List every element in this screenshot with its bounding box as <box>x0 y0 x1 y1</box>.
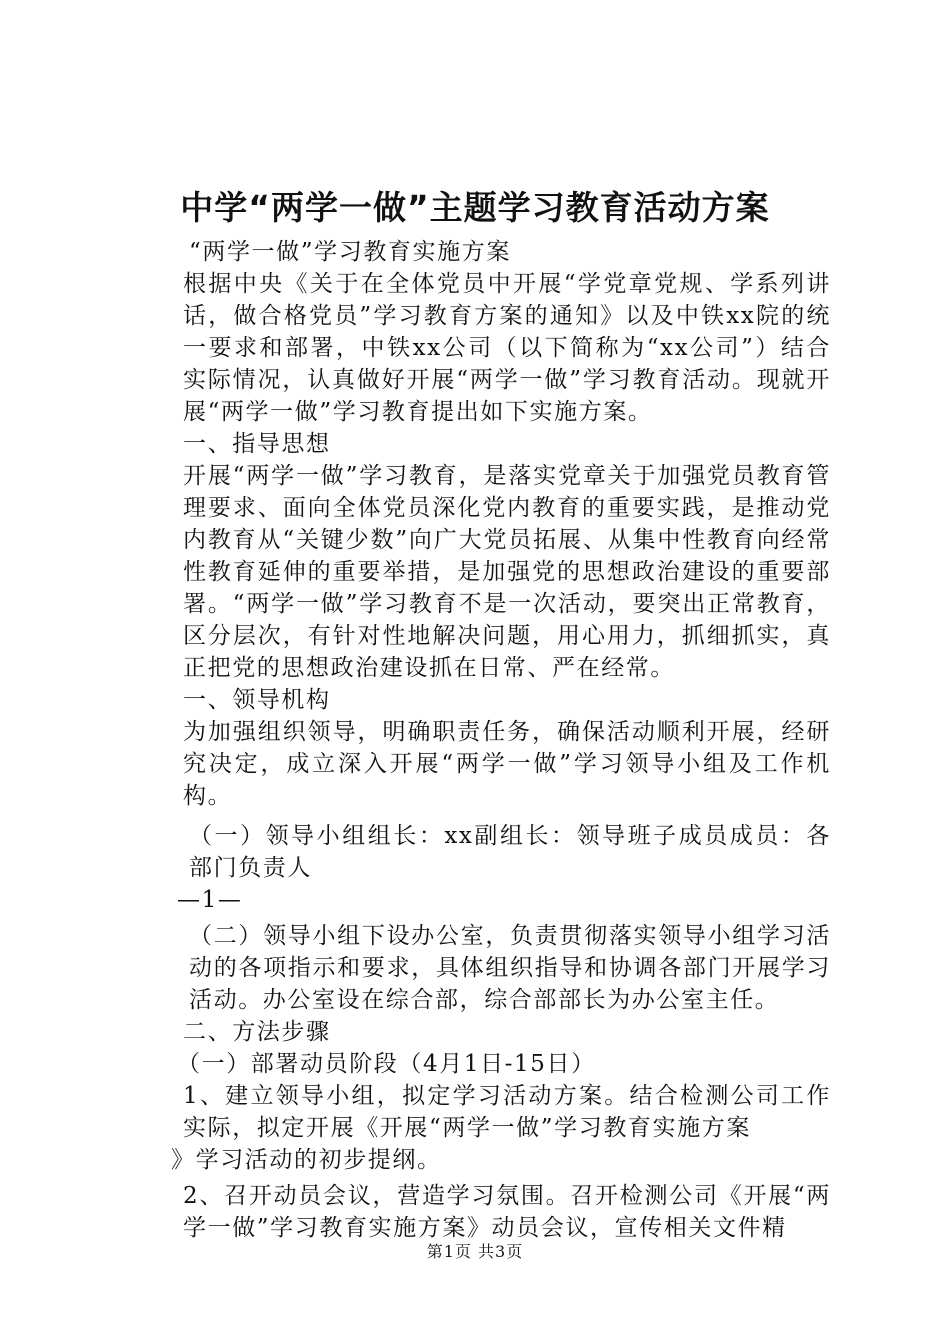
section-heading-leadership: 一、领导机构 <box>183 687 331 713</box>
section-heading-guiding-ideology: 一、指导思想 <box>183 431 331 457</box>
step-1-paragraph: 1、建立领导小组，拟定学习活动方案。结合检测公司工作实际，拟定开展《开展“两学一做”学习教育实施方案 <box>183 1083 831 1141</box>
leadership-paragraph: 为加强组织领导，明确职责任务，确保活动顺利开展，经研究决定，成立深入开展“两学一做”学习领导小组及工作机构。 <box>183 719 831 809</box>
phase-heading: （一）部署动员阶段（4月1日-15日） <box>177 1051 596 1077</box>
guiding-ideology-paragraph: 开展“两学一做”学习教育，是落实党章关于加强党员教育管理要求、面向全体党员深化党内教育的重要实践，是推动党内教育从“关键少数”向广大党员拓展、从集中性教育向经常性教育延伸的重要举措，是加强党的思想政治建设的重要部署。“两学一做”学习教育不是一次活动，要突出正常教育，区分层次，有针对性地解决问题，用心用力，抓细抓实，真正把党的思想政治建设抓在日常、严在经常。 <box>183 463 831 681</box>
office-paragraph: （二）领导小组下设办公室，负责贯彻落实领导小组学习活动的各项指示和要求，具体组织指导和协调各部门开展学习活动。办公室设在综合部，综合部部长为办公室主任。 <box>189 923 831 1013</box>
inline-page-number: —1— <box>177 887 243 913</box>
document-body <box>125 236 831 1244</box>
page-footer: 第1页 共3页 <box>426 1242 524 1261</box>
leadership-group-paragraph: （一）领导小组组长：xx副组长：领导班子成员成员：各部门负责人 <box>189 823 831 881</box>
subtitle-paragraph: “两学一做”学习教育实施方案 <box>189 239 511 265</box>
document-title: 中学“两学一做”主题学习教育活动方案 <box>180 188 770 227</box>
intro-paragraph: 根据中央《关于在全体党员中开展“学党章党规、学系列讲话，做合格党员”学习教育方案的通知》以及中铁xx院的统一要求和部署，中铁xx公司（以下简称为“xx公司”）结合实际情况，认真做好开展“两学一做”学习教育活动。现就开展“两学一做”学习教育提出如下实施方案。 <box>183 271 831 425</box>
section-heading-steps: 二、方法步骤 <box>183 1019 331 1045</box>
step-1-continuation: 》学习活动的初步提纲。 <box>171 1147 442 1173</box>
step-2-paragraph: 2、召开动员会议，营造学习氛围。召开检测公司《开展“两学一做”学习教育实施方案》动员会议，宣传相关文件精 <box>183 1183 831 1241</box>
